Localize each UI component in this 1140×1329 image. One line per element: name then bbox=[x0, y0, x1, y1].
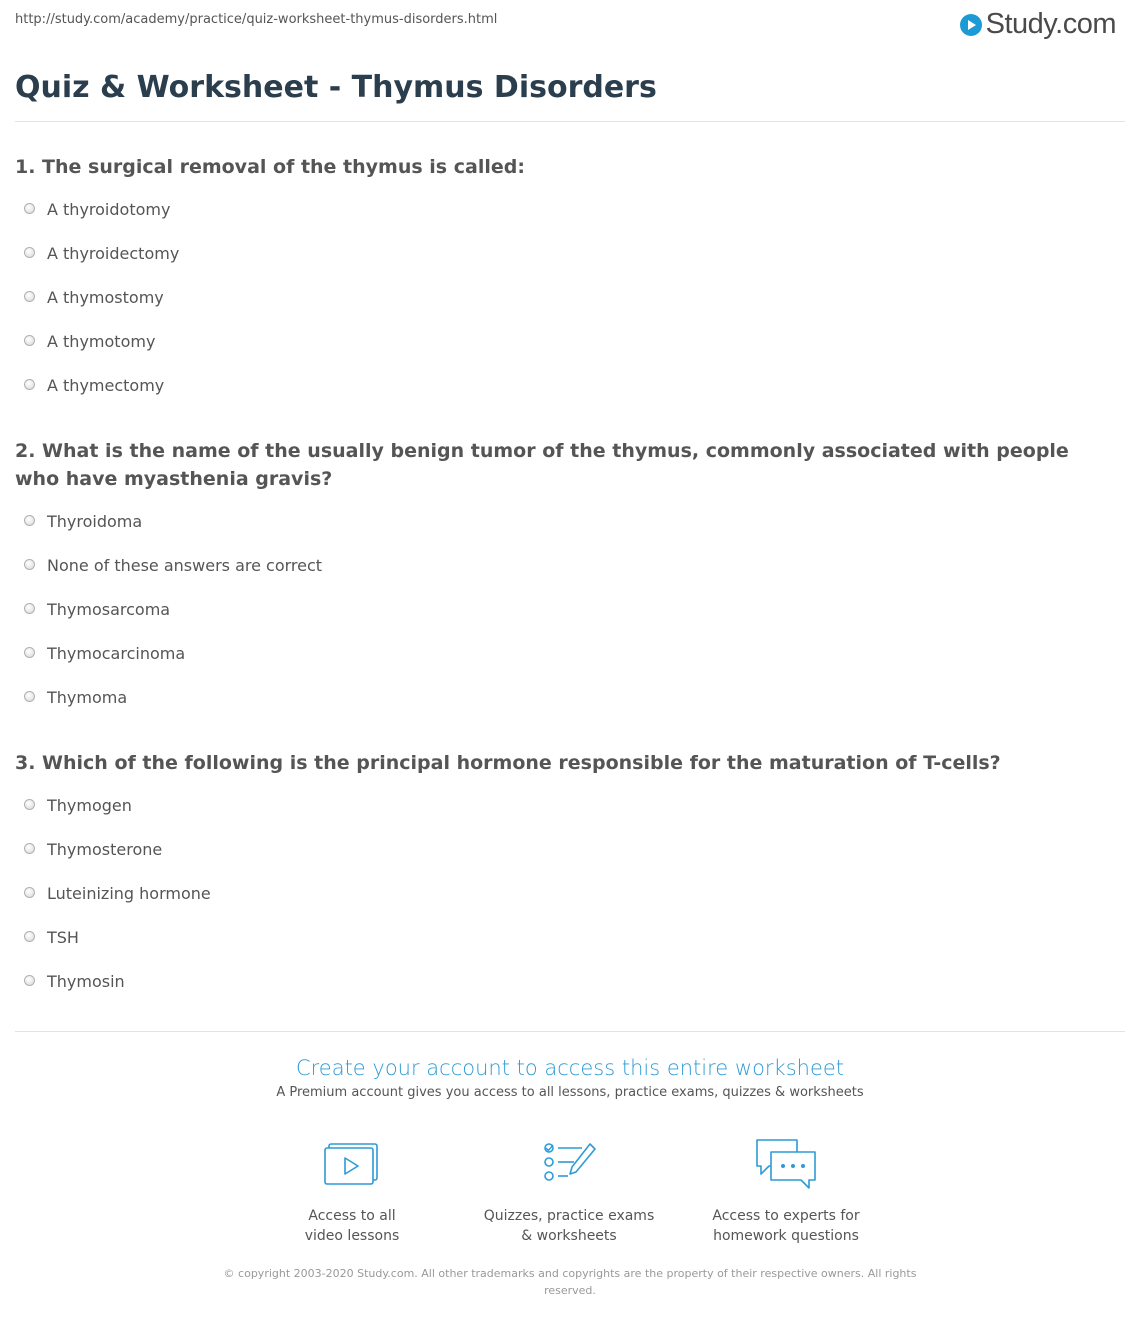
create-account-link[interactable]: Create your account to access this entire worksheet bbox=[295, 1056, 845, 1080]
feature-line: Access to all bbox=[308, 1208, 396, 1224]
title-divider bbox=[15, 121, 1125, 122]
radio-button-icon[interactable] bbox=[24, 515, 35, 526]
radio-button-icon[interactable] bbox=[24, 247, 35, 258]
radio-button-icon[interactable] bbox=[24, 559, 35, 570]
answer-option[interactable] bbox=[24, 200, 170, 219]
chat-bubbles-icon bbox=[751, 1138, 821, 1198]
feature-line: video lessons bbox=[304, 1228, 400, 1244]
answer-option[interactable] bbox=[24, 600, 170, 619]
feature-line: Quizzes, practice exams bbox=[483, 1208, 655, 1224]
radio-button-icon[interactable] bbox=[24, 931, 35, 942]
answer-option[interactable] bbox=[24, 928, 79, 947]
question-3: 3. Which of the following is the principal hormone responsible for the maturation of T-cells? bbox=[15, 752, 1001, 774]
radio-button-icon[interactable] bbox=[24, 203, 35, 214]
answer-option[interactable] bbox=[24, 644, 185, 663]
radio-button-icon[interactable] bbox=[24, 843, 35, 854]
radio-button-icon[interactable] bbox=[24, 691, 35, 702]
answer-option[interactable] bbox=[24, 796, 132, 815]
copyright-notice: © copyright 2003-2020 Study.com. All other trademarks and copyrights are the property of their respective owners. All rights reserved. bbox=[223, 1267, 917, 1297]
answer-label: Luteinizing hormone bbox=[47, 884, 211, 903]
answer-label: Thymosterone bbox=[47, 840, 163, 859]
radio-button-icon[interactable] bbox=[24, 647, 35, 658]
answer-option[interactable] bbox=[24, 556, 322, 575]
study-logo[interactable] bbox=[960, 8, 1116, 41]
section-divider bbox=[15, 1031, 1125, 1032]
answer-option[interactable] bbox=[24, 972, 125, 991]
answer-label: Thymogen bbox=[47, 796, 132, 815]
answer-label: None of these answers are correct bbox=[47, 556, 323, 575]
answer-label: A thymotomy bbox=[47, 332, 156, 351]
radio-button-icon[interactable] bbox=[24, 335, 35, 346]
logo-text: Study.com bbox=[985, 8, 1116, 40]
feature-line: homework questions bbox=[713, 1228, 859, 1244]
feature-quizzes bbox=[479, 1138, 659, 1246]
radio-button-icon[interactable] bbox=[24, 975, 35, 986]
answer-option[interactable] bbox=[24, 244, 179, 263]
question-1: 1. The surgical removal of the thymus is called: bbox=[15, 156, 525, 178]
answer-option[interactable] bbox=[24, 884, 211, 903]
answer-option[interactable] bbox=[24, 688, 127, 707]
answer-option[interactable] bbox=[24, 332, 155, 351]
answer-label: A thymostomy bbox=[47, 288, 164, 307]
answer-option[interactable] bbox=[24, 288, 164, 307]
answer-label: A thymectomy bbox=[47, 376, 165, 395]
answer-label: Thymosarcoma bbox=[47, 600, 171, 619]
question-2: 2. What is the name of the usually benign tumor of the thymus, commonly associated with people who have myasthenia gravis? bbox=[15, 440, 1069, 490]
answer-label: Thymoma bbox=[47, 688, 128, 707]
answer-label: A thyroidotomy bbox=[47, 200, 171, 219]
feature-experts bbox=[696, 1138, 876, 1246]
radio-button-icon[interactable] bbox=[24, 887, 35, 898]
answer-label: Thymosin bbox=[47, 972, 125, 991]
feature-line: Access to experts for bbox=[712, 1208, 860, 1224]
quiz-checklist-icon bbox=[534, 1138, 604, 1198]
radio-button-icon[interactable] bbox=[24, 799, 35, 810]
feature-video-lessons bbox=[262, 1138, 442, 1246]
play-logo-icon bbox=[960, 14, 982, 36]
radio-button-icon[interactable] bbox=[24, 603, 35, 614]
page-url: http://study.com/academy/practice/quiz-worksheet-thymus-disorders.html bbox=[15, 12, 498, 27]
answer-label: TSH bbox=[47, 928, 79, 947]
answer-label: Thyroidoma bbox=[47, 512, 143, 531]
radio-button-icon[interactable] bbox=[24, 291, 35, 302]
answer-option[interactable] bbox=[24, 512, 142, 531]
premium-description: A Premium account gives you access to all lessons, practice exams, quizzes & worksheets bbox=[276, 1085, 864, 1100]
feature-line: & worksheets bbox=[521, 1228, 617, 1244]
answer-label: Thymocarcinoma bbox=[47, 644, 186, 663]
answer-label: A thyroidectomy bbox=[47, 244, 180, 263]
page-title: Quiz & Worksheet - Thymus Disorders bbox=[15, 70, 657, 105]
answer-option[interactable] bbox=[24, 840, 162, 859]
answer-option[interactable] bbox=[24, 376, 164, 395]
radio-button-icon[interactable] bbox=[24, 379, 35, 390]
video-lesson-icon bbox=[317, 1138, 387, 1198]
